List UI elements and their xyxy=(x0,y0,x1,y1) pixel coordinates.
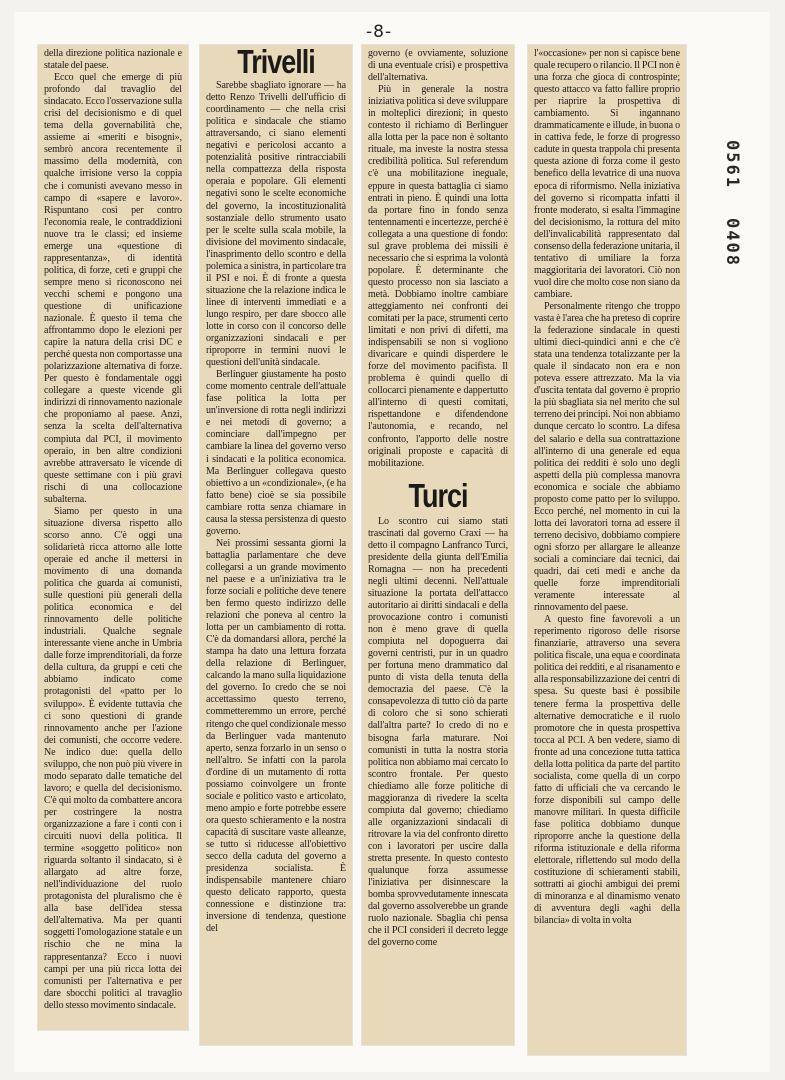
headline-trivelli: Trivelli xyxy=(237,45,315,81)
column-2-paragraph: Berlinguer giustamente ha posto come momento centrale dell'attuale fase politica la lotta per un'inversione di rotta negli indirizzi e nei metodi di governo; a cominciare dall'impegno per cambiare la linea del governo verso i sindacati e la politica economica. Ma Berlinguer collegava questo obiettivo a un «condizionale», (e ha fatto bene) cioè se sia possibile cambiare rotta senza chiamare in causa la stessa persistenza di questo governo. xyxy=(206,369,346,537)
headline-turci: Turci xyxy=(408,476,468,514)
column-2-paragraph: Sarebbe sbagliato ignorare — ha detto Renzo Trivelli dell'ufficio di coordinamento — che nella crisi politica e sindacale che stiamo attraversando, ci siano elementi negativi e pericolosi accanto a potenzialità positive rintracciabili nella compattezza della risposta operaia e popolare. Gli elementi negativi sono le scelte economiche del governo, la incostituzionalità sostanziale dello strumento usato per le scelte sulla scala mobile, la divisione del movimento sindacale, l'inasprimento dello scontro e della polemica a sinistra, in particolare tra il PSI e noi. È di fronte a questa situazione che la relazione indica le linee di interventi immediati e a lungo respiro, per dare sbocco alle lotte in corso con il concorso delle organizzazioni sindacali e per riproporre in termini nuovi le questioni dell'unità sindacale. xyxy=(206,80,346,369)
page-number: -8- xyxy=(366,22,393,42)
newspaper-column-1 xyxy=(38,45,188,1030)
column-1-paragraph: Ecco quel che emerge di più profondo dal travaglio del sindacato. Ecco l'osservazione sulla crisi del decisionismo e di quel tema della governabilità che, assieme ai «meriti e bisogni», sembrò ancora recentemente il massimo della modernità, con qualche irrisione verso la coppia che i comunisti avevano messo in campo di «sapere e lavoro». Rispuntano così per contro l'economia reale, le contraddizioni nuove tra le classi; ed insieme emerge una «questione di rappresentanza», di identità politica, di forze, ceti e gruppi che sempre meno si riconoscono nei vecchi schemi e pongono una questione di unificazione nazionale. È questo il tema che affrontammo dopo le elezioni per capire la natura della crisi DC e perché questa non comportasse una polarizzazione alternativa di forze. Per questo è fondamentale oggi collegare a queste vicende gli indirizzi di rinnovamento nazionale che proponiamo al paese. Anzi, senza la scelta dell'alternativa compiuta dal PCI, il movimento operaio, in ben altre condizioni avrebbe attraversato le vicende di queste settimane con i più gravi rischi di una collocazione subalterna. xyxy=(44,72,182,505)
column-1-paragraph: Siamo per questo in una situazione diversa rispetto allo scorso anno. C'è oggi una solidarietà ricca attorno alle lotte operaie ed anche il mettersi in movimento di una domanda politica che guarda ai comunisti, sulle questioni più generali della politica economica e del rinnovamento delle politiche industriali. Qualche segnale interessante viene anche in Umbria dalle forze imprenditoriali, da forze della cultura, da gruppi e ceti che abbiamo indicato come protagonisti del «patto per lo sviluppo». È evidente tuttavia che ci sono questioni di grande rinnovamento anche per l'azione dei comunisti, che occorre vedere. Ne indico due: quella dello sviluppo, che non può più vivere in modo separato dalle tematiche del lavoro; e quella del decisionismo. C'è qui molto da combattere ancora per costringere la nostra organizzazione a fare i conti con i circuiti nuovi della politica. Il termine «soggetto politico» non riguarda soltanto il sindacato, si è allargato ad altre forze, nell'individuazione del ruolo protagonista del pluralismo che è alla base dell'idea stessa dell'alternativa. Ma per quanti soggetti l'omologazione statale e un rischio che ne mina la rappresentanza? Ecco i nuovi campi per una più ricca lotta dei comunisti per l'alternativa e per dare sbocchi politici al travaglio dello stesso movimento sindacale. xyxy=(44,505,182,1011)
archive-stamp-top: 0561 xyxy=(722,140,742,189)
newspaper-column-3 xyxy=(362,45,514,1045)
column-2-paragraph: Nei prossimi sessanta giorni la battaglia parlamentare che deve collegarsi a un grande movimento nel paese e a un'iniziativa tra le forze sociali e politiche deve tenere ben fermo questo indirizzo delle relazioni che poneva al centro la lotta per un cambiamento di rotta. C'è da domandarsi allora, perché la stampa ha dato una lettura forzata della relazione di Berlinguer, calcando la mano sulla liquidazione del governo. Io credo che se noi accettassimo questo terreno, commetteremmo un errore, perché ritengo che quel condizionale messo da Berlinguer vada mantenuto aperto, senza forzarlo in un senso o nell'altro. Se infatti con la parola d'ordine di un mutamento di rotta possiamo coinvolgere un fronte sociale e politico vasto e articolato, meno ampio e forte potrebbe essere ora questo schieramento e la nostra capacità di suscitare vaste alleanze, se tutto si riducesse all'obiettivo secco della caduta del governo a presidenza socialista. È indispensabile mantenere chiaro questo delicato rapporto, questa connessione e distinzione tra: inversione di tendenza, questione del xyxy=(206,537,347,935)
column-4-paragraph: A questo fine favorevoli a un reperimento rigoroso delle risorse finanziarie, attraverso una severa politica fiscale, una equa e coordinata politica dei redditi, e al risanamento e alla responsabilizzazione dei centri di spesa. Su queste basi è possibile tenere ferma la prospettiva delle alternative democratiche e il ruolo promotore che in questa prospettiva tocca al PCI. A ben vedere, siamo di fronte ad una concezione tutta tattica della lotta politica da parte del partito socialista, come quella di un corpo fatto di ufficiali che va cercando le forze disponibili sul campo delle manovre militari. In questa difficile fase politica dobbiamo dunque riproporre anche la questione della riforma istituzionale e della riforma elettorale, riflettendo sul modo della costituzione di schieramenti stabili, sottratti ai giochi ambigui dei premi di minoranza e al dinamismo venato di avventura degli «aghi della bilancia» di volta in volta xyxy=(534,614,680,927)
column-3-paragraph: Più in generale la nostra iniziativa politica si deve sviluppare in molteplici direzioni; in questo contesto il richiamo di Berlinguer alla lotta per la pace non è soltanto rituale, ma investe la nostra stessa credibilità politica. Sul referendum c'è una mobilitazione ineguale, eppure in questa battaglia ci siamo entrati in pieno. È quindi una lotta da portare fino in fondo senza tentennamenti e incertezze, perché è collegata a una questione di fondo: sul grave problema dei missili è necessario che si esprima la volontà popolare. È determinante che questo processo non sia lasciato a metà. Dobbiamo inoltre cambiare atteggiamento nei confronti dei comitati per la pace, strumenti certo limitati e non privi di difetti, ma indispensabili se non si vogliono divaricare e quindi disperdere le forze del movimento pacifista. Il problema è quindi quello di collocarci pienamente e dappertutto all'interno di questi comitati, rispettandone e difendendone l'autonomia, e recando, nel confronto, l'apporto delle nostre originali proposte e capacità di mobilitazione. xyxy=(368,84,508,469)
column-4-paragraph: l'«occasione» per non si capisce bene quale recupero o rilancio. Il PCI non è una forza che gioca di controspinte; questo attacco va fatto fallire proprio per riaprire la prospettiva di cambiamento. Si ingannano drammaticamente e illude, in buona o in cattiva fede, le forze di progresso cadute in questa trappola chi presenta questa azione di forza come il gesto benefico della levatrice di una nuova epoca di riformismo. Nella iniziativa del governo si ricompatta infatti il fronte moderato, si esalta l'immagine del decisionismo, la rottura del mito dell'invalicabilità rappresentato dal consenso della federazione unitaria, il tentativo di umiliare la forza maggioritaria dei lavoratori. Ciò non vuol dire che molto cose non siano da cambiare. xyxy=(534,48,680,300)
newspaper-column-2 xyxy=(200,45,352,1045)
newspaper-column-4 xyxy=(528,45,686,1055)
column-1-paragraph: della direzione politica nazionale e statale del paese. xyxy=(44,48,182,72)
column-4-paragraph: Personalmente ritengo che troppo vasta è l'area che ha preteso di coprire la federazione sindacale in questi ultimi dieci-quindici anni e che c'è stata una tendenza totalizzante per la quale il sindacato non era e non poteva essere attrezzato. Ma la via d'uscita tentata dal governo è proprio la più sbagliata sia nel merito che sul terreno dei principi. Noi non abbiamo dunque cercato lo scontro. La difesa del salario e della sua contrattazione all'interno di una generale ed equa politica dei redditi è solo uno degli aspetti della più complessa manovra economica e sociale che abbiamo proposto come patto per lo sviluppo. Ecco perché, nel momento in cui la lotta dei lavoratori torna ad essere il terreno decisivo, dobbiamo compiere ogni sforzo per allargare le alleanze sociali a cominciare dai tecnici, dai quadri, dai ceti medi e anche da quelle forze imprenditoriali veramente interessate al rinnovamento del paese. xyxy=(534,300,680,614)
column-3-paragraph: governo (e ovviamente, soluzione di una eventuale crisi) e prospettiva dell'alternativa. xyxy=(368,48,508,84)
column-3-paragraph: Lo scontro cui siamo stati trascinati dal governo Craxi — ha detto il compagno Lanfranco Turci, presidente della giunta dell'Emilia Romagna — non ha precedenti negli ultimi decenni. Nell'attuale situazione la portata dell'attacco autoritario ai diritti sindacali e della provocazione contro i comunisti non è meno grave di quella compiuta nel dopoguerra dai governi centristi, pur in un quadro per fortuna meno drammatico dal punto di vista della tenuta della democrazia del paese. C'è la consapevolezza di tutto ciò da parte di coloro che si sono schierati dall'altra parte? Io credo di no e bisogna farla maturare. Noi comunisti in tutta la nostra storia politica non abbiamo mai cercato lo scontro frontale. Per questo chiediamo alle forze politiche di maggioranza di rivedere la scelta compiuta dal governo; chiediamo alle organizzazioni sindacali di ritrovare la via del confronto diretto con i lavoratori per uscire dalla stretta presente. In questo contesto qualunque forza assumesse l'iniziativa per disinnescare la bomba sprovvedutamente innescata dal governo assolverebbe un grande ruolo nazionale. Sbaglia chi pensa che il PCI consideri il decreto legge del governo come xyxy=(368,515,508,949)
archive-stamp-bottom: 0408 xyxy=(722,218,742,267)
